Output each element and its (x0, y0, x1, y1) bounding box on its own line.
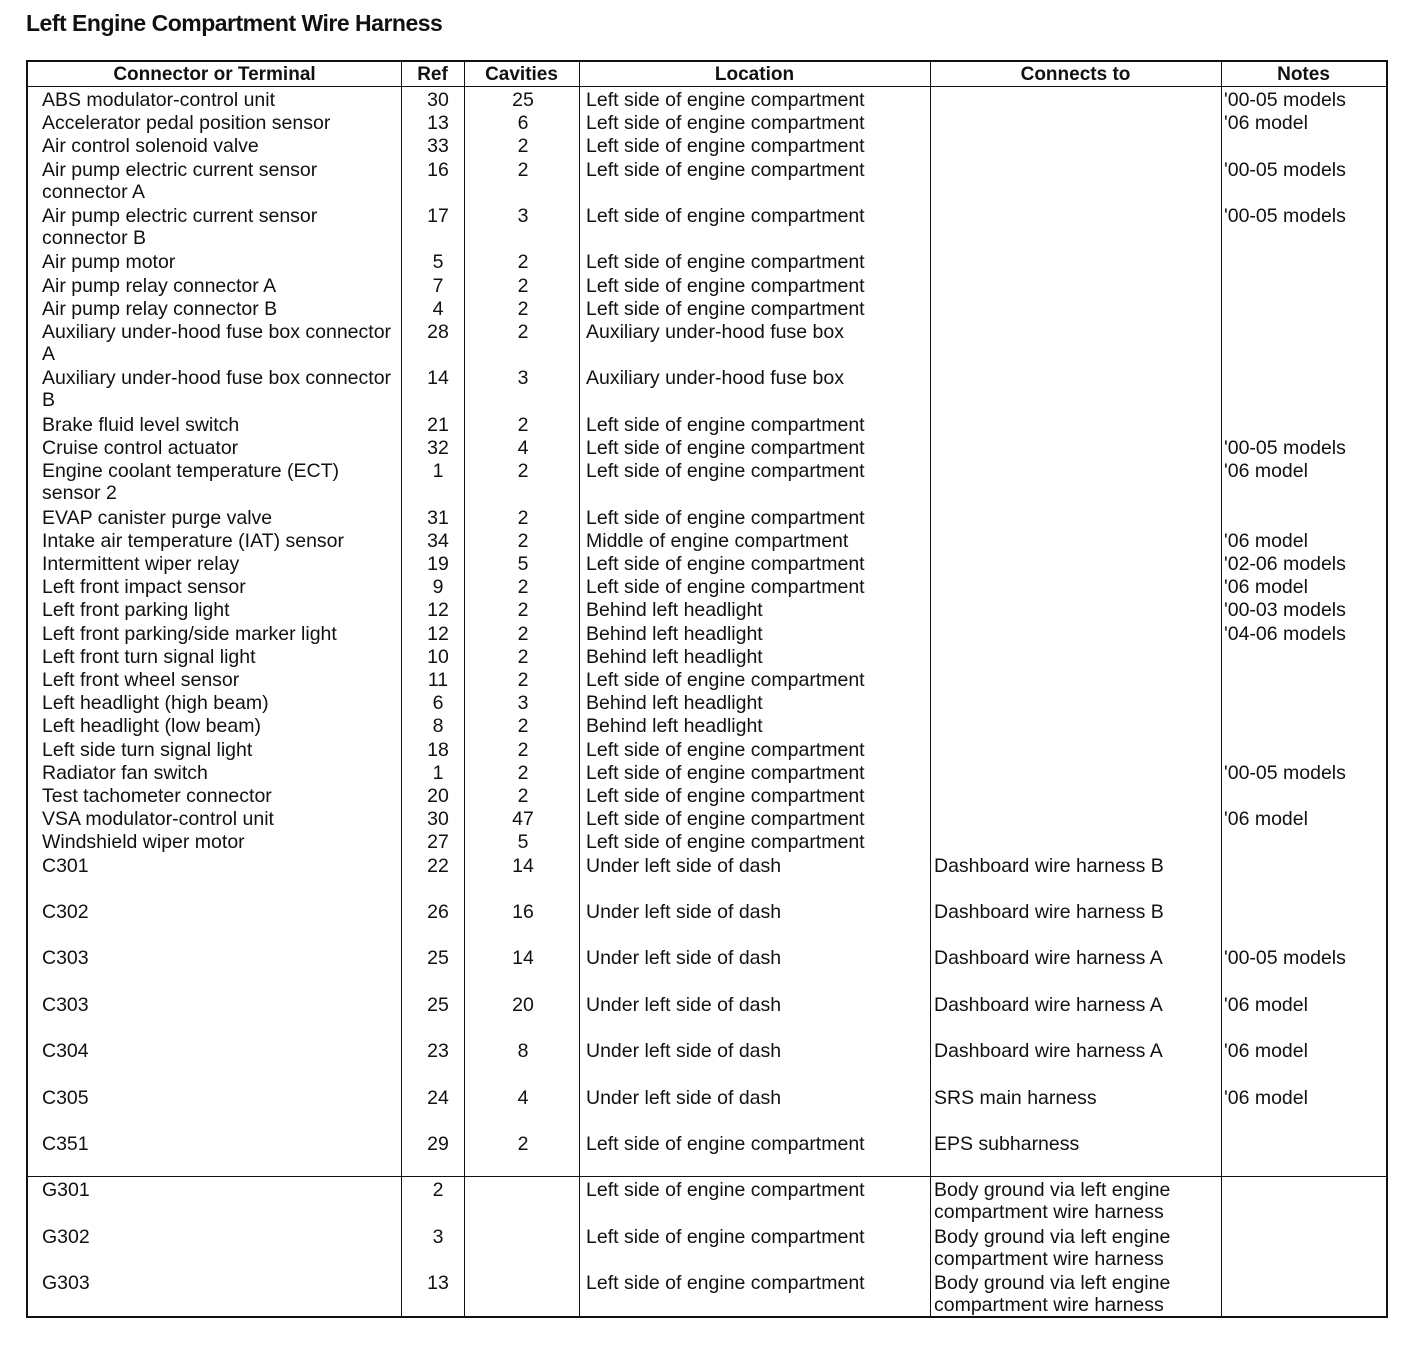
connects-to-cell: Dashboard wire harness A (934, 993, 1163, 1016)
ref-cell: 23 (427, 1040, 449, 1063)
location-cell: Left side of engine compartment (586, 761, 865, 784)
location-cell: Behind left headlight (586, 692, 763, 715)
connector-cell: G301 (42, 1179, 90, 1202)
connector-cell: Left front parking/side marker light (42, 622, 337, 645)
connector-cell: VSA modulator-control unit (42, 808, 274, 831)
notes-cell: '00-05 models (1224, 205, 1346, 227)
cavities-cell: 2 (517, 669, 529, 691)
location-cell: Left side of engine compartment (586, 808, 865, 831)
ref-cell: 34 (427, 529, 449, 552)
connector-cell: Left front parking light (42, 599, 230, 622)
notes-cell: '06 model (1224, 460, 1308, 483)
ref-cell: 4 (432, 297, 444, 320)
location-cell: Left side of engine compartment (586, 1179, 865, 1202)
location-cell: Left side of engine compartment (586, 413, 865, 436)
location-cell: Under left side of dash (586, 1040, 782, 1063)
location-cell: Behind left headlight (586, 622, 763, 645)
notes-cell: '06 model (1224, 1040, 1308, 1063)
column-header-location: Location (714, 64, 795, 85)
location-cell: Left side of engine compartment (586, 135, 865, 158)
connects-to-cell: EPS subharness (934, 1133, 1080, 1155)
connector-cell: G302 (42, 1225, 90, 1248)
column-header-connects-to: Connects to (1020, 64, 1131, 85)
location-cell: Left side of engine compartment (586, 738, 865, 761)
ref-cell: 10 (427, 645, 449, 668)
cavities-cell: 2 (517, 715, 529, 738)
cavities-cell: 2 (517, 135, 529, 158)
location-cell: Under left side of dash (586, 901, 782, 923)
connector-cell: Intermittent wiper relay (42, 553, 240, 575)
column-divider (579, 62, 580, 1316)
ref-cell: 31 (427, 506, 449, 529)
column-header-cavities: Cavities (485, 64, 558, 85)
cavities-cell: 8 (517, 1040, 529, 1063)
connector-cell: Left front turn signal light (42, 645, 256, 668)
notes-cell: '06 model (1224, 1086, 1308, 1109)
connector-cell: Auxiliary under-hood fuse box connector A (42, 321, 392, 365)
connector-cell: Left front wheel sensor (42, 669, 240, 691)
location-cell: Middle of engine compartment (586, 529, 849, 552)
ref-cell: 5 (432, 251, 444, 274)
notes-cell: '00-05 models (1224, 761, 1346, 784)
location-cell: Behind left headlight (586, 599, 763, 622)
ref-cell: 14 (427, 367, 449, 390)
connector-cell: G303 (42, 1272, 90, 1295)
cavities-cell: 2 (517, 599, 529, 622)
connects-to-cell: Dashboard wire harness B (934, 901, 1164, 923)
notes-cell: '00-05 models (1224, 437, 1346, 459)
ref-cell: 24 (427, 1086, 449, 1109)
column-divider (930, 62, 931, 1316)
cavities-cell: 2 (517, 274, 529, 297)
column-header-connector: Connector or Terminal (113, 64, 316, 85)
ref-cell: 13 (427, 112, 449, 135)
cavities-cell: 25 (512, 89, 534, 111)
ref-cell: 11 (427, 669, 449, 691)
cavities-cell: 3 (517, 692, 529, 715)
location-cell: Left side of engine compartment (586, 506, 865, 529)
ref-cell: 3 (432, 1225, 444, 1248)
ref-cell: 12 (427, 622, 449, 645)
cavities-cell: 47 (512, 808, 534, 831)
ref-cell: 32 (427, 437, 449, 459)
notes-cell: '00-03 models (1224, 599, 1346, 622)
location-cell: Under left side of dash (586, 854, 782, 877)
location-cell: Under left side of dash (586, 993, 782, 1016)
connector-cell: C305 (42, 1086, 89, 1109)
connector-cell: Air pump electric current sensor connector B (42, 205, 318, 249)
notes-cell: '06 model (1224, 993, 1308, 1016)
location-cell: Left side of engine compartment (586, 112, 865, 135)
ref-cell: 27 (427, 831, 449, 854)
cavities-cell: 2 (517, 321, 529, 343)
connector-cell: C303 (42, 947, 89, 970)
cavities-cell: 3 (517, 367, 529, 390)
ref-cell: 20 (427, 785, 449, 807)
ref-cell: 22 (427, 854, 449, 877)
ref-cell: 30 (427, 808, 449, 831)
location-cell: Left side of engine compartment (586, 669, 865, 691)
notes-cell: '00-05 models (1224, 947, 1346, 970)
connector-cell: Air pump electric current sensor connector A (42, 158, 318, 203)
connector-cell: Test tachometer connector (42, 785, 272, 807)
connector-cell: Windshield wiper motor (42, 831, 245, 854)
cavities-cell: 2 (517, 622, 529, 645)
cavities-cell: 2 (517, 460, 529, 483)
cavities-cell: 2 (517, 529, 529, 552)
cavities-cell: 2 (517, 761, 529, 784)
location-cell: Left side of engine compartment (586, 274, 865, 297)
connects-to-cell: Dashboard wire harness A (934, 947, 1163, 970)
notes-cell: '00-05 models (1224, 89, 1346, 111)
connects-to-cell: Body ground via left engine compartment wire harness (934, 1179, 1171, 1224)
ref-cell: 13 (427, 1272, 449, 1295)
connector-cell: C303 (42, 993, 89, 1016)
connector-cell: Left headlight (high beam) (42, 692, 269, 715)
ref-cell: 2 (432, 1179, 444, 1202)
cavities-cell: 2 (517, 576, 529, 599)
cavities-cell: 6 (517, 112, 529, 135)
cavities-cell: 3 (517, 205, 529, 227)
connector-cell: Left front impact sensor (42, 576, 246, 599)
location-cell: Left side of engine compartment (586, 460, 865, 483)
location-cell: Left side of engine compartment (586, 251, 865, 274)
ref-cell: 25 (427, 947, 449, 970)
ref-cell: 8 (432, 715, 444, 738)
ref-cell: 28 (427, 321, 449, 343)
cavities-cell: 2 (517, 413, 529, 436)
connects-to-cell: Dashboard wire harness A (934, 1040, 1163, 1063)
connector-cell: Radiator fan switch (42, 761, 208, 784)
notes-cell: '06 model (1224, 808, 1308, 831)
cavities-cell: 2 (517, 297, 529, 320)
harness-table (26, 60, 1388, 1318)
cavities-cell: 5 (517, 553, 529, 575)
cavities-cell: 14 (512, 947, 534, 970)
connector-cell: Air pump relay connector B (42, 297, 278, 320)
connector-cell: Engine coolant temperature (ECT) sensor 2 (42, 460, 339, 505)
notes-cell: '04-06 models (1224, 622, 1346, 645)
connector-cell: Left side turn signal light (42, 738, 253, 761)
cavities-cell: 2 (517, 158, 529, 181)
location-cell: Behind left headlight (586, 645, 763, 668)
connector-cell: Air control solenoid valve (42, 135, 259, 158)
connects-to-cell: Dashboard wire harness B (934, 854, 1164, 877)
location-cell: Behind left headlight (586, 715, 763, 738)
location-cell: Auxiliary under-hood fuse box (586, 367, 844, 390)
connector-cell: Air pump relay connector A (42, 274, 277, 297)
connects-to-cell: SRS main harness (934, 1086, 1097, 1109)
connects-to-cell: Body ground via left engine compartment wire harness (934, 1272, 1171, 1317)
ref-cell: 7 (432, 274, 444, 297)
ref-cell: 26 (427, 901, 449, 923)
connector-cell: ABS modulator-control unit (42, 89, 276, 111)
location-cell: Left side of engine compartment (586, 89, 865, 111)
location-cell: Left side of engine compartment (586, 576, 865, 599)
ref-cell: 1 (432, 460, 444, 483)
cavities-cell: 16 (512, 901, 534, 923)
connector-cell: Brake fluid level switch (42, 413, 240, 436)
connector-cell: Cruise control actuator (42, 437, 239, 459)
page-title: Left Engine Compartment Wire Harness (26, 10, 443, 36)
location-cell: Left side of engine compartment (586, 437, 865, 459)
location-cell: Left side of engine compartment (586, 1272, 865, 1295)
connector-cell: Left headlight (low beam) (42, 715, 261, 738)
ref-cell: 19 (427, 553, 449, 575)
connector-cell: Air pump motor (42, 251, 176, 274)
cavities-cell: 2 (517, 738, 529, 761)
connector-cell: C301 (42, 854, 89, 877)
ref-cell: 17 (427, 205, 449, 227)
location-cell: Left side of engine compartment (586, 831, 865, 854)
location-cell: Left side of engine compartment (586, 158, 865, 181)
cavities-cell: 2 (517, 645, 529, 668)
connector-cell: C351 (42, 1133, 89, 1155)
location-cell: Under left side of dash (586, 1086, 782, 1109)
cavities-cell: 5 (517, 831, 529, 854)
ref-cell: 18 (427, 738, 449, 761)
cavities-cell: 2 (517, 251, 529, 274)
ref-cell: 1 (432, 761, 444, 784)
ref-cell: 12 (427, 599, 449, 622)
cavities-cell: 2 (517, 785, 529, 807)
ref-cell: 21 (427, 413, 449, 436)
notes-cell: '06 model (1224, 529, 1308, 552)
notes-cell: '06 model (1224, 576, 1308, 599)
connects-to-cell: Body ground via left engine compartment wire harness (934, 1225, 1171, 1270)
ref-cell: 16 (427, 158, 449, 181)
location-cell: Under left side of dash (586, 947, 782, 970)
cavities-cell: 2 (517, 506, 529, 529)
cavities-cell: 14 (512, 854, 534, 877)
location-cell: Left side of engine compartment (586, 205, 865, 227)
location-cell: Left side of engine compartment (586, 1133, 865, 1155)
location-cell: Left side of engine compartment (586, 785, 865, 807)
notes-cell: '00-05 models (1224, 158, 1346, 181)
ground-section-divider (28, 1176, 1386, 1177)
cavities-cell: 20 (512, 993, 534, 1016)
column-divider (1221, 62, 1222, 1316)
connector-cell: EVAP canister purge valve (42, 506, 273, 529)
connector-cell: C304 (42, 1040, 89, 1063)
ref-cell: 29 (427, 1133, 449, 1155)
notes-cell: '02-06 models (1224, 553, 1346, 575)
location-cell: Auxiliary under-hood fuse box (586, 321, 844, 343)
ref-cell: 9 (432, 576, 444, 599)
connector-cell: Accelerator pedal position sensor (42, 112, 331, 135)
column-header-ref: Ref (417, 64, 448, 85)
notes-cell: '06 model (1224, 112, 1308, 135)
location-cell: Left side of engine compartment (586, 1225, 865, 1248)
ref-cell: 6 (432, 692, 444, 715)
column-header-notes: Notes (1277, 64, 1330, 85)
connector-cell: Auxiliary under-hood fuse box connector B (42, 367, 392, 412)
cavities-cell: 2 (517, 1133, 529, 1155)
ref-cell: 33 (427, 135, 449, 158)
ref-cell: 25 (427, 993, 449, 1016)
connector-cell: C302 (42, 901, 89, 923)
cavities-cell: 4 (517, 437, 529, 459)
connector-cell: Intake air temperature (IAT) sensor (42, 529, 345, 552)
cavities-cell: 4 (517, 1086, 529, 1109)
location-cell: Left side of engine compartment (586, 297, 865, 320)
location-cell: Left side of engine compartment (586, 553, 865, 575)
ref-cell: 30 (427, 89, 449, 111)
